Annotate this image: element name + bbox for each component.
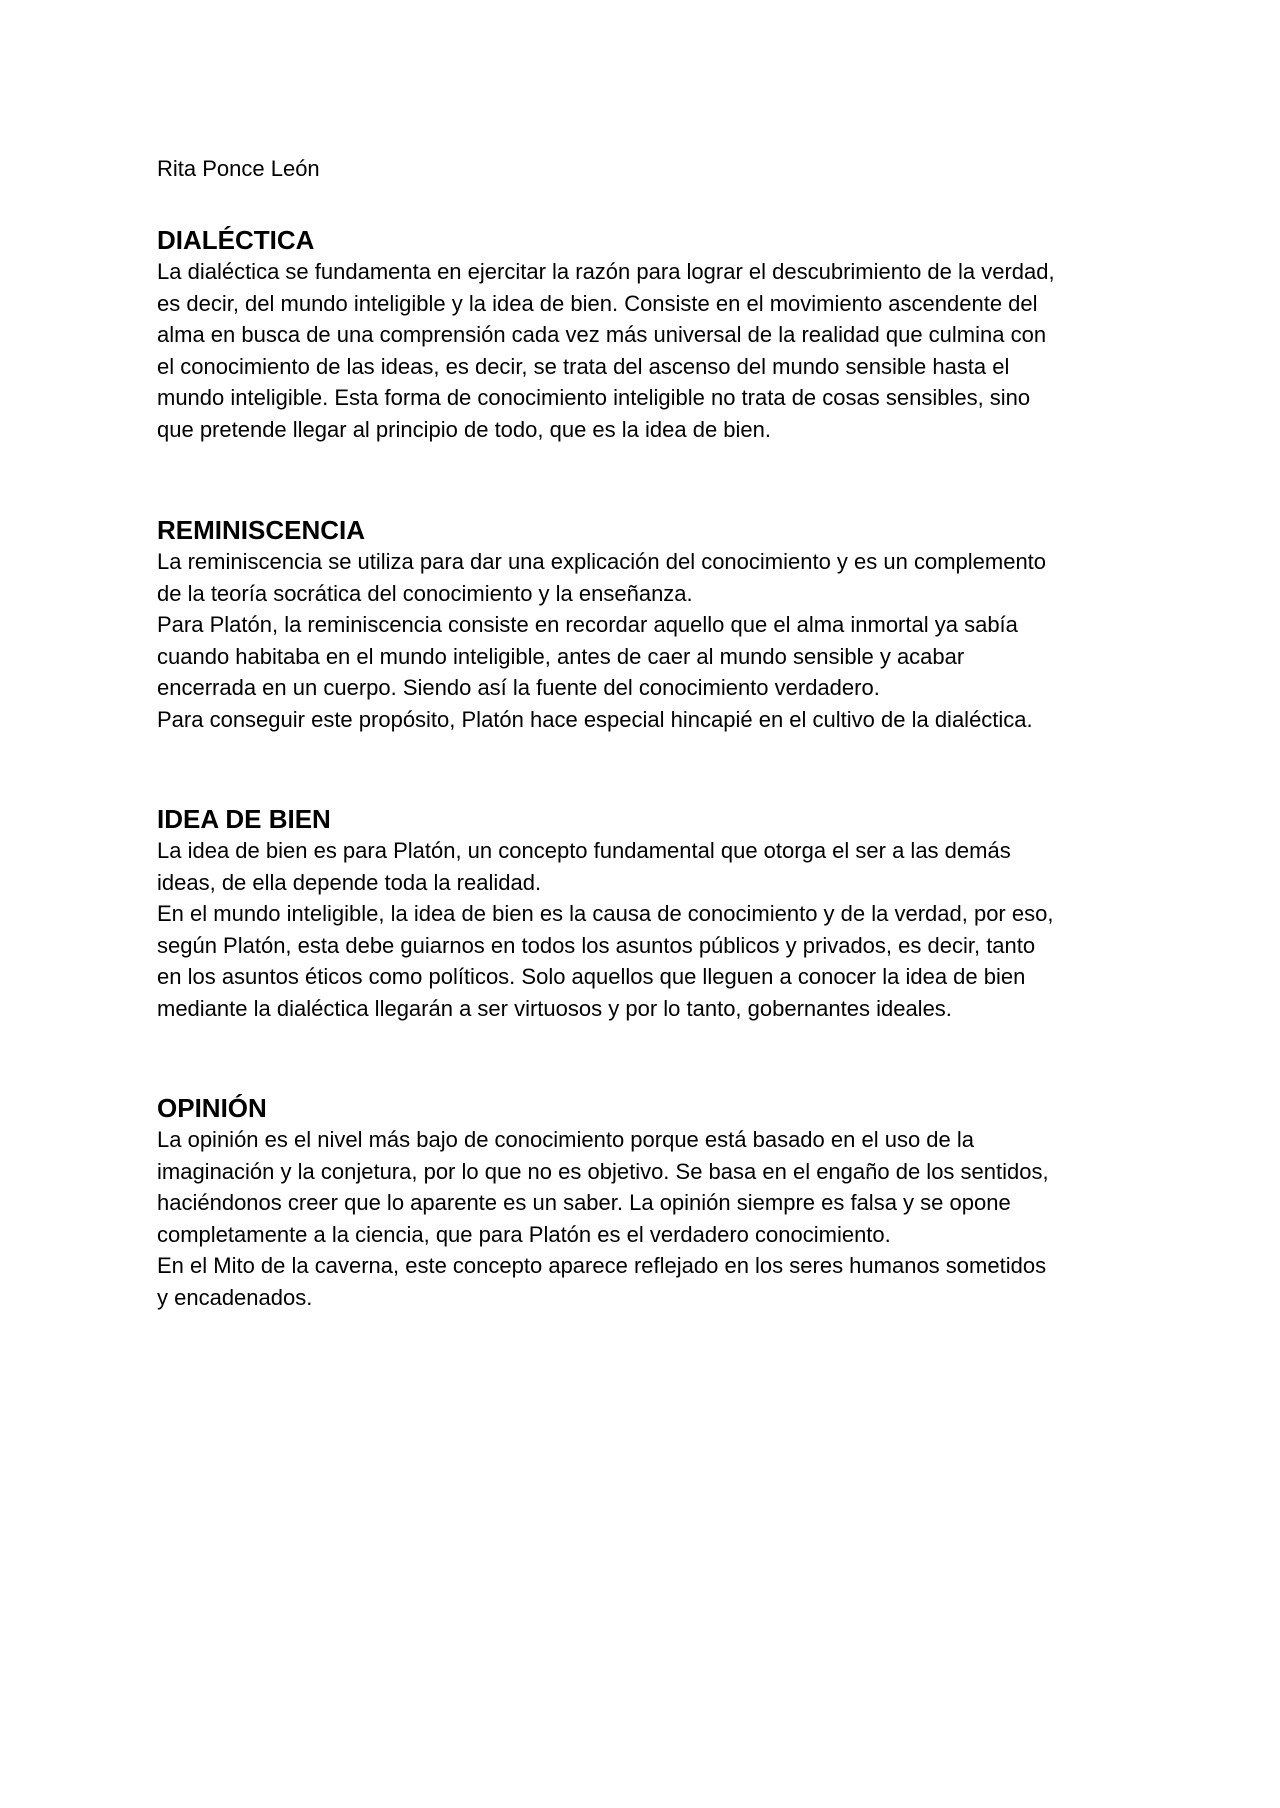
text-line: La idea de bien es para Platón, un concepto fundamental que otorga el ser a las demás	[157, 838, 1011, 863]
text-line: Para Platón, la reminiscencia consiste en recordar aquello que el alma inmortal ya sabía	[157, 612, 1018, 637]
text-line: En el Mito de la caverna, este concepto aparece reflejado en los seres humanos sometidos	[157, 1253, 1047, 1278]
text-line: Para conseguir este propósito, Platón hace especial hincapié en el cultivo de la dialéctica.	[157, 706, 1033, 732]
text-line: cuando habitaba en el mundo inteligible, antes de caer al mundo sensible y acabar	[157, 643, 965, 669]
section-heading: DIALÉCTICA	[157, 225, 315, 255]
text-line: haciéndonos creer que lo aparente es un saber. La opinión siempre es falsa y se opone	[157, 1190, 1011, 1215]
text-line: La reminiscencia se utiliza para dar una explicación del conocimiento y es un complemento	[157, 549, 1047, 574]
text-line: el conocimiento de las ideas, es decir, se trata del ascenso del mundo sensible hasta el	[157, 353, 1010, 379]
text-line: En el mundo inteligible, la idea de bien es la causa de conocimiento y de la verdad, por eso,	[157, 901, 1054, 926]
section-heading: OPINIÓN	[157, 1093, 267, 1123]
text-line: según Platón, esta debe guiarnos en todos los asuntos públicos y privados, es decir, tanto	[157, 932, 1036, 958]
section-paragraph	[157, 898, 1157, 1024]
text-line: La dialéctica se fundamenta en ejercitar la razón para lograr el descubrimiento de la verdad,	[157, 259, 1055, 284]
section-paragraph	[157, 609, 1157, 704]
section-dialectica	[157, 224, 1157, 445]
section-reminiscencia	[157, 514, 1157, 735]
text-line: mediante la dialéctica llegarán a ser virtuosos y por lo tanto, gobernantes ideales.	[157, 995, 952, 1021]
section-paragraph	[157, 1250, 1157, 1313]
text-line: es decir, del mundo inteligible y la idea de bien. Consiste en el movimiento ascendente del	[157, 290, 1038, 316]
text-line: mundo inteligible. Esta forma de conocimiento inteligible no trata de cosas sensibles, sino	[157, 385, 1031, 410]
section-opinion	[157, 1092, 1157, 1313]
section-paragraph	[157, 256, 1157, 445]
section-paragraph	[157, 1124, 1157, 1250]
author-name: Rita Ponce León	[157, 156, 320, 181]
text-line: imaginación y la conjetura, por lo que no es objetivo. Se basa en el engaño de los sentidos,	[157, 1158, 1049, 1184]
text-line: completamente a la ciencia, que para Platón es el verdadero conocimiento.	[157, 1221, 891, 1247]
text-line: y encadenados.	[157, 1284, 313, 1310]
text-line: encerrada en un cuerpo. Siendo así la fuente del conocimiento verdadero.	[157, 675, 880, 700]
section-heading: IDEA DE BIEN	[157, 804, 331, 834]
text-line: ideas, de ella depende toda la realidad.	[157, 869, 542, 895]
section-paragraph	[157, 546, 1157, 609]
text-line: de la teoría socrática del conocimiento y la enseñanza.	[157, 580, 693, 606]
section-paragraph	[157, 704, 1157, 736]
section-idea-de-bien	[157, 803, 1157, 1024]
text-line: alma en busca de una comprensión cada vez más universal de la realidad que culmina con	[157, 322, 1047, 347]
text-line: en los asuntos éticos como políticos. Solo aquellos que lleguen a conocer la idea de bien	[157, 964, 1026, 989]
section-heading: REMINISCENCIA	[157, 515, 366, 545]
section-paragraph	[157, 835, 1157, 898]
text-line: que pretende llegar al principio de todo, que es la idea de bien.	[157, 416, 772, 442]
text-line: La opinión es el nivel más bajo de conocimiento porque está basado en el uso de la	[157, 1127, 974, 1152]
